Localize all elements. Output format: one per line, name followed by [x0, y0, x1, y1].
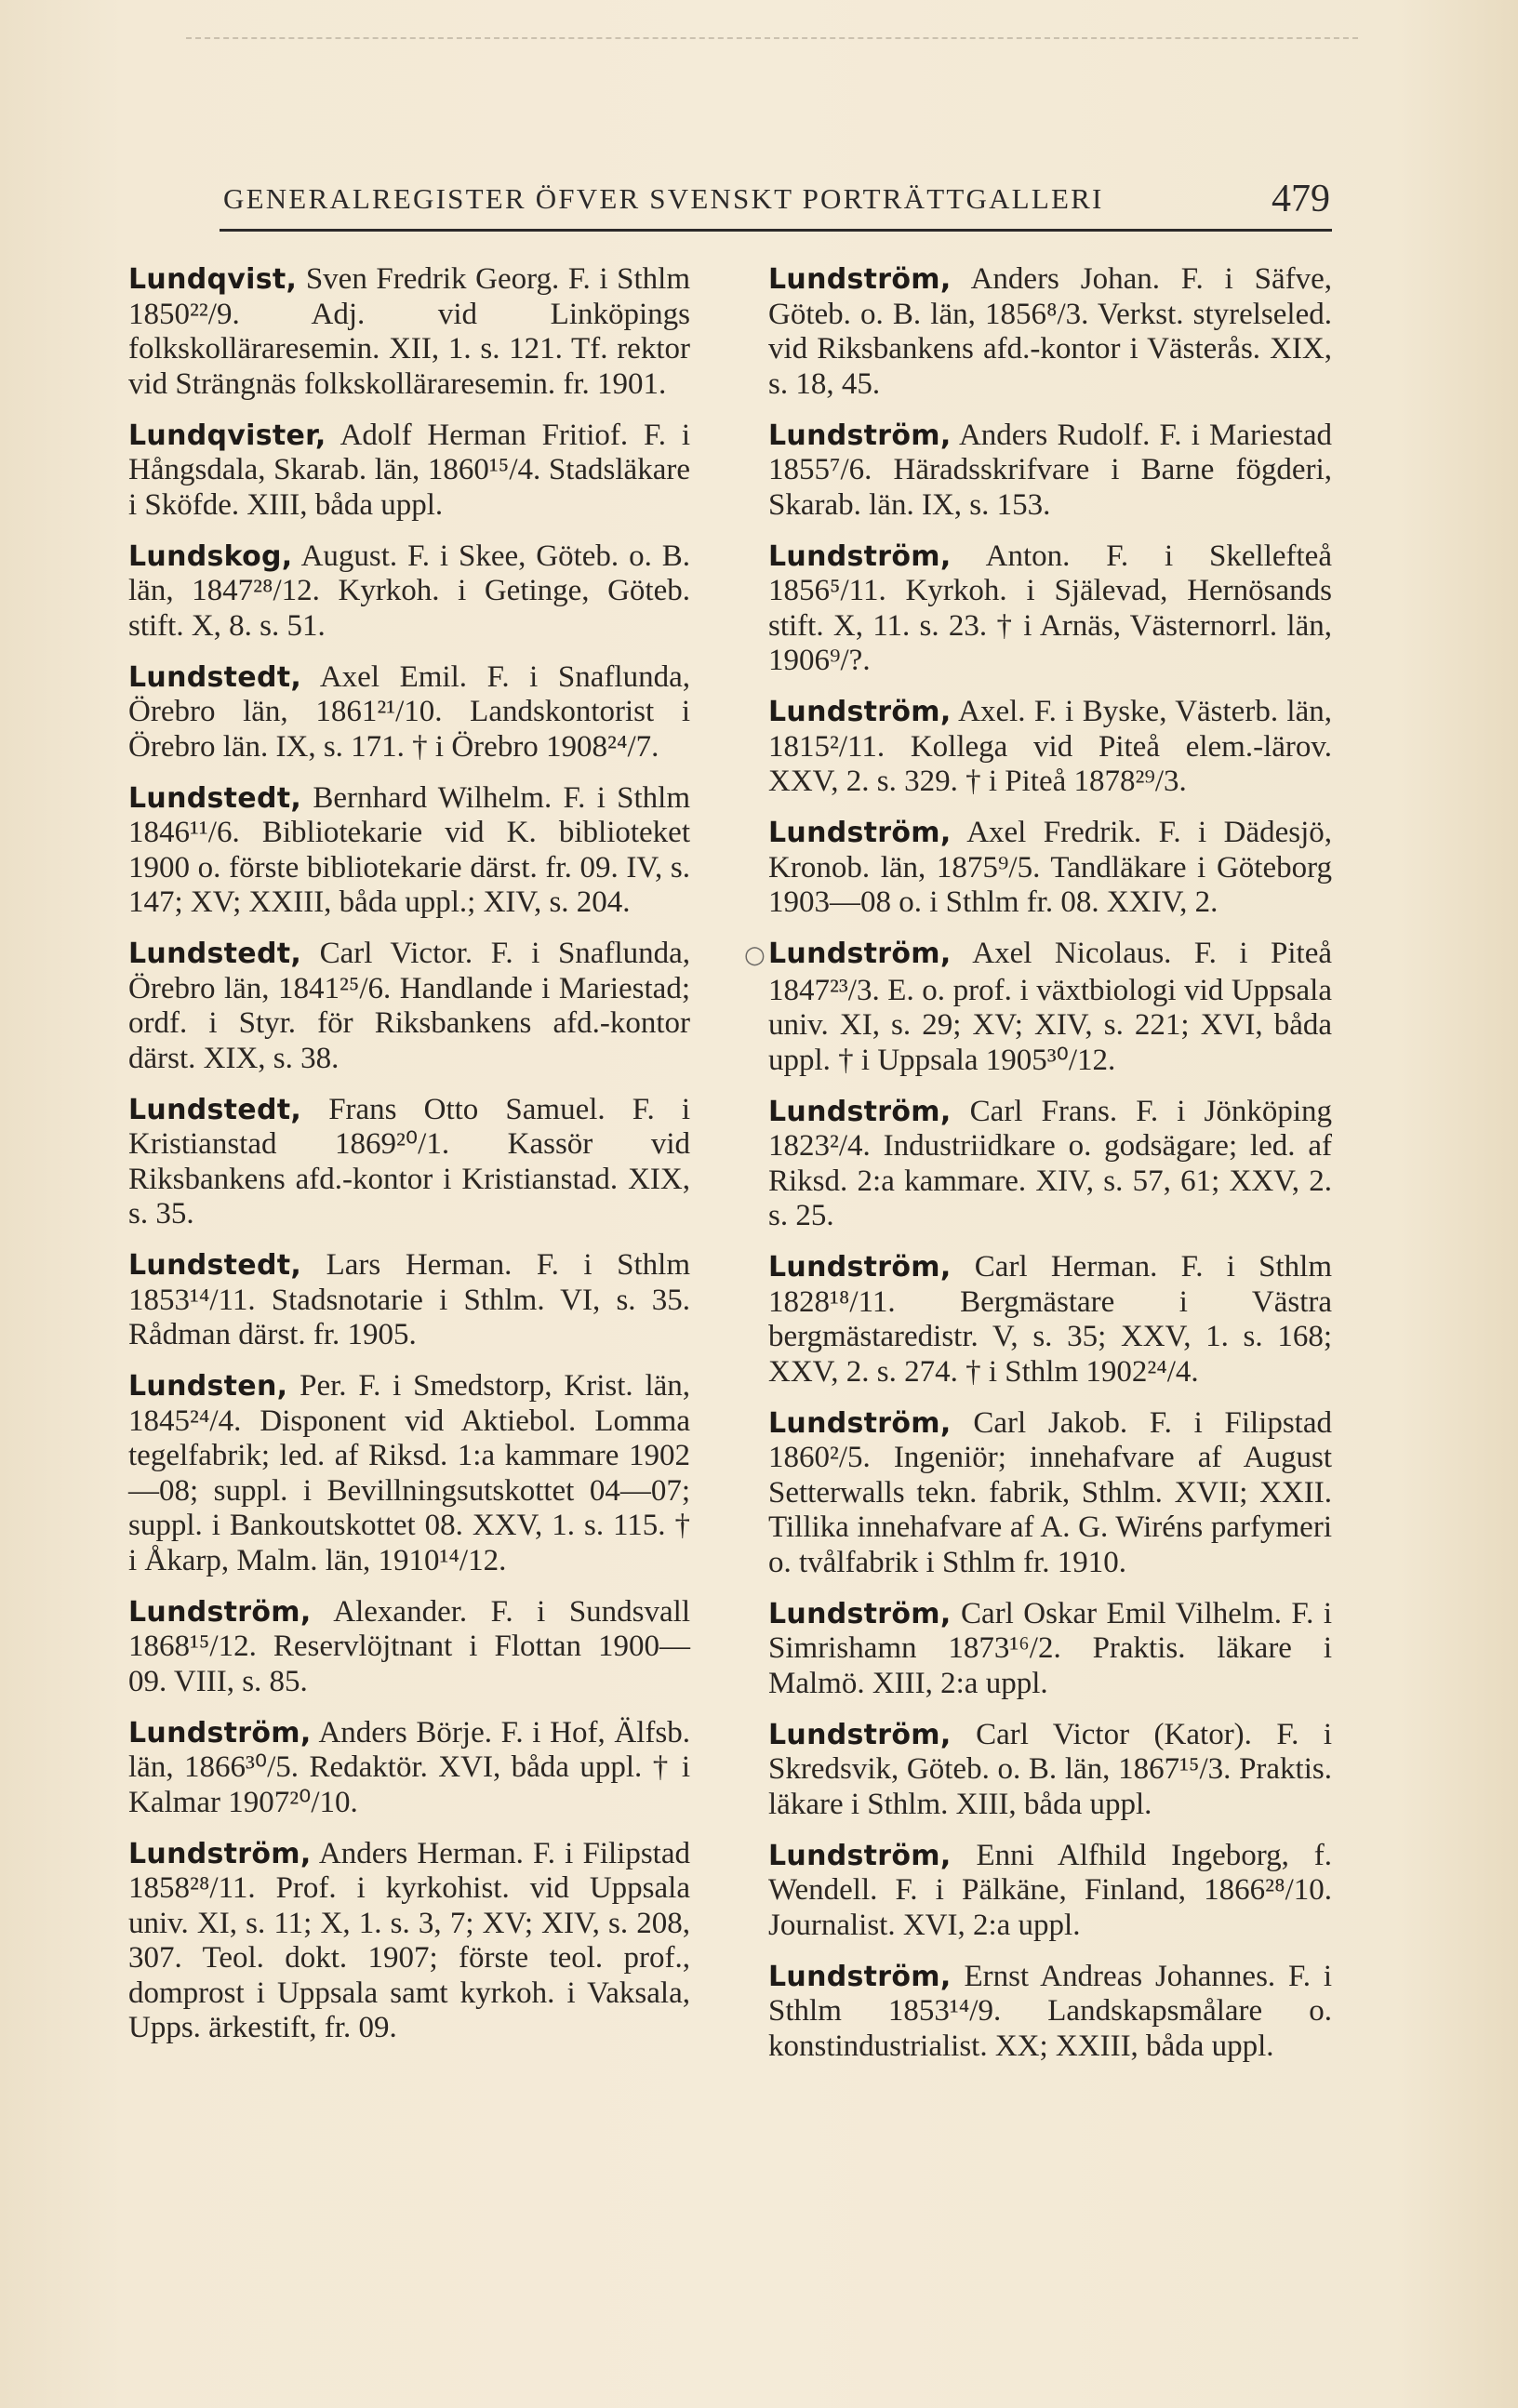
entry-surname: Lundstedt,	[128, 1249, 302, 1282]
entry-paragraph	[128, 262, 690, 402]
entry-paragraph	[768, 1597, 1332, 1702]
entry-surname: Lundström,	[768, 1095, 952, 1128]
entry-surname: Lundstedt,	[128, 938, 302, 970]
entry-paragraph	[768, 1406, 1332, 1581]
register-entry	[128, 1369, 690, 1578]
entry-paragraph	[768, 816, 1332, 921]
entry-text: Carl Herman. F. i Sthlm 1828¹⁸/11. Bergmästare i Västra bergmästaredistr. V, s. 35; XXV, 1. s. 168; XXV, 2. s. 274. † i Sthlm 1902²⁴/4.	[768, 1250, 1332, 1389]
entry-surname: Lundström,	[768, 419, 952, 452]
entry-surname: Lundström,	[768, 938, 952, 970]
entry-paragraph	[128, 937, 690, 1076]
entry-paragraph	[768, 419, 1332, 524]
entry-text: Bernhard Wilhelm. F. i Sthlm 1846¹¹/6. Bibliotekarie vid K. biblioteket 1900 o. förste bibliotekarie därst. fr. 09. IV, s. 147; XV; XXIII, båda uppl.; XIV, s. 204.	[128, 780, 691, 919]
entry-text: Axel. F. i Byske, Västerb. län, 1815²/11. Kollega vid Piteå elem.-lärov. XXV, 2. s. 329. † i Piteå 1878²⁹/3.	[768, 695, 1332, 798]
entry-paragraph	[128, 1093, 690, 1232]
register-entry	[768, 539, 1332, 679]
entry-surname: Lundström,	[128, 1837, 312, 1870]
right-column	[744, 262, 1333, 2081]
entry-paragraph	[128, 1837, 690, 2046]
entry-surname: Lundström,	[768, 1960, 952, 1993]
entry-surname: Lundstedt,	[128, 660, 302, 694]
top-edge-rule	[186, 37, 1358, 39]
entry-surname: Lundström,	[768, 817, 952, 849]
entry-text: Carl Victor (Kator). F. i Skredsvik, Göteb. o. B. län, 1867¹⁵/3. Praktis. läkare i Sthlm. XIII, båda uppl.	[768, 1717, 1332, 1821]
entry-text: Alexander. F. i Sundsvall 1868¹⁵/12. Reservlöjtnant i Flottan 1900—09. VIII, s. 85.	[128, 1594, 690, 1698]
entry-text: Carl Frans. F. i Jönköping 1823²/4. Industriidkare o. godsägare; led. af Riksd. 2:a kammare. XIV, s. 57, 61; XXV, 2. s. 25.	[768, 1094, 1332, 1232]
entry-text: Axel Nicolaus. F. i Piteå 1847²³/3. E. o. prof. i växtbiologi vid Uppsala univ. XI, s. 29; XV; XIV, s. 221; XVI, båda uppl. † i Uppsala 1905³⁰/12.	[768, 937, 1332, 1077]
entry-surname: Lundskog,	[128, 539, 293, 573]
register-entry	[768, 1597, 1332, 1702]
entry-surname: Lundström,	[768, 1251, 952, 1284]
register-entry	[128, 1595, 690, 1700]
entry-text: Anders Rudolf. F. i Mariestad 1855⁷/6. Häradsskrifvare i Barne fögderi, Skarab. län. IX, s. 153.	[768, 418, 1332, 522]
entry-text: Anders Börje. F. i Hof, Älfsb. län, 1866³⁰/5. Redaktör. XVI, båda uppl. † i Kalmar 1907²⁰/10.	[128, 1715, 690, 1819]
left-column	[128, 262, 690, 2062]
register-entry	[128, 262, 690, 402]
entry-paragraph	[128, 539, 690, 645]
entry-paragraph	[128, 1248, 690, 1353]
entry-text: Adolf Herman Fritiof. F. i Hångsdala, Skarab. län, 1860¹⁵/4. Stadsläkare i Sköfde. XIII, båda uppl.	[128, 418, 690, 522]
entry-text: Frans Otto Samuel. F. i Kristianstad 1869²⁰/1. Kassör vid Riksbankens afd.-kontor i Kristianstad. XIX, s. 35.	[128, 1092, 691, 1231]
register-entry	[128, 1716, 690, 1821]
entry-paragraph	[128, 1369, 690, 1578]
entry-text: Per. F. i Smedstorp, Krist. län, 1845²⁴/4. Disponent vid Aktiebol. Lomma tegelfabrik; led. af Riksd. 1:a kammare 1902—08; suppl. i Bevillningsutskottet 04—07; suppl. i Bankoutskottet 08. XXV, 1. s. 115. † i Åkarp, Malm. län, 1910¹⁴/12.	[128, 1369, 691, 1577]
register-entry	[768, 1250, 1332, 1390]
entry-text: Lars Herman. F. i Sthlm 1853¹⁴/11. Stadsnotarie i Sthlm. VI, s. 35. Rådman därst. fr. 1905.	[128, 1248, 690, 1351]
entry-paragraph	[768, 262, 1332, 402]
entry-surname: Lundström,	[768, 1839, 952, 1872]
page-number: 479	[1272, 178, 1330, 220]
entry-paragraph	[768, 1960, 1332, 2065]
register-entry	[768, 1095, 1332, 1234]
entry-surname: Lundstedt,	[128, 1093, 302, 1126]
entry-surname: Lundqvister,	[128, 419, 326, 452]
entry-text: August. F. i Skee, Göteb. o. B. län, 1847²⁸/12. Kyrkoh. i Getinge, Göteb. stift. X, 8. s. 51.	[128, 539, 690, 643]
register-entry	[128, 1248, 690, 1353]
entry-text: Ernst Andreas Johannes. F. i Sthlm 1853¹⁴/9. Landskapsmålare o. konstindustrialist. XX; XXIII, båda uppl.	[768, 1959, 1333, 2063]
entry-surname: Lundström,	[128, 1595, 312, 1629]
entry-text: Anders Herman. F. i Filipstad 1858²⁸/11. Prof. i kyrkohist. vid Uppsala univ. XI, s. 11; X, 1. s. 3, 7; XV; XIV, s. 208, 307. Teol. dokt. 1907; förste teol. prof., domprost i Uppsala samt kyrkoh. i Vaksala, Upps. ärkestift, fr. 09.	[128, 1836, 690, 2044]
register-entry	[768, 1718, 1332, 1823]
entry-paragraph	[744, 937, 1332, 1078]
entry-surname: Lundström,	[768, 1597, 952, 1630]
circle-mark-icon: ○	[744, 941, 766, 969]
entry-paragraph	[128, 419, 690, 524]
entry-surname: Lundsten,	[128, 1370, 288, 1403]
entry-surname: Lundström,	[768, 539, 952, 573]
entry-surname: Lundström,	[768, 1718, 952, 1751]
register-entry	[768, 695, 1332, 800]
entry-text: Axel Emil. F. i Snaflunda, Örebro län, 1861²¹/10. Landskontorist i Örebro län. IX, s. 171. † i Örebro 1908²⁴/7.	[128, 659, 690, 764]
register-entry	[768, 1406, 1332, 1581]
entry-paragraph	[768, 1095, 1332, 1234]
entry-text: Carl Oskar Emil Vilhelm. F. i Simrishamn 1873¹⁶/2. Praktis. läkare i Malmö. XIII, 2:a uppl.	[768, 1596, 1332, 1700]
entry-text: Anton. F. i Skellefteå 1856⁵/11. Kyrkoh. i Själevad, Hernösands stift. X, 11. s. 23. † i Arnäs, Västernorrl. län, 1906⁹/?.	[768, 539, 1332, 677]
entry-paragraph	[768, 1250, 1332, 1390]
entry-paragraph	[768, 1839, 1332, 1944]
entry-surname: Lundqvist,	[128, 263, 298, 296]
entry-surname: Lundstedt,	[128, 781, 302, 815]
register-entry	[768, 1839, 1332, 1944]
entry-paragraph	[768, 695, 1332, 800]
entry-paragraph	[128, 1595, 690, 1700]
register-entry	[128, 660, 690, 765]
entry-paragraph	[768, 539, 1332, 679]
entry-surname: Lundström,	[128, 1716, 312, 1749]
entry-text: Carl Victor. F. i Snaflunda, Örebro län, 1841²⁵/6. Handlande i Mariestad; ordf. i Styr. för Riksbankens afd.-kontor därst. XIX, s. 38.	[128, 937, 691, 1075]
entry-text: Axel Fredrik. F. i Dädesjö, Kronob. län, 1875⁹/5. Tandläkare i Göteborg 1903—08 o. i Sthlm fr. 08. XXIV, 2.	[768, 816, 1332, 919]
register-entry	[128, 419, 690, 524]
register-entry	[768, 816, 1332, 921]
entry-surname: Lundström,	[768, 696, 952, 728]
entry-surname: Lundström,	[768, 1406, 952, 1440]
register-entry	[744, 937, 1332, 1078]
register-entry	[768, 262, 1332, 402]
entry-text: Carl Jakob. F. i Filipstad 1860²/5. Ingeniör; innehafvare af August Setterwalls tekn. fabrik, Sthlm. XVII; XXII. Tillika innehafvare af A. G. Wiréns parfymeri o. tvålfabrik i Sthlm fr. 1910.	[768, 1405, 1333, 1579]
register-entry	[128, 1093, 690, 1232]
register-entry	[128, 539, 690, 645]
entry-paragraph	[128, 660, 690, 765]
entry-paragraph	[768, 1718, 1332, 1823]
entry-text: Anders Johan. F. i Säfve, Göteb. o. B. län, 1856⁸/3. Verkst. styrelseled. vid Riksbankens afd.-kontor i Västerås. XIX, s. 18, 45.	[768, 262, 1332, 401]
register-entry	[128, 781, 690, 921]
header-rule	[220, 229, 1332, 232]
register-entry	[128, 1837, 690, 2046]
entry-text: Sven Fredrik Georg. F. i Sthlm 1850²²/9. Adj. vid Linköpings folkskolläraresemin. XII, 1. s. 121. Tf. rektor vid Strängnäs folkskolläraresemin. fr. 1901.	[128, 262, 690, 401]
running-title: GENERALREGISTER ÖFVER SVENSKT PORTRÄTTGALLERI	[223, 182, 1104, 215]
entry-paragraph	[128, 781, 690, 921]
entry-surname: Lundström,	[768, 263, 952, 296]
register-entry	[768, 1960, 1332, 2065]
register-entry	[768, 419, 1332, 524]
register-entry	[128, 937, 690, 1076]
entry-paragraph	[128, 1716, 690, 1821]
entry-text: Enni Alfhild Ingeborg, f. Wendell. F. i Pälkäne, Finland, 1866²⁸/10. Journalist. XVI, 2:a uppl.	[768, 1838, 1332, 1942]
